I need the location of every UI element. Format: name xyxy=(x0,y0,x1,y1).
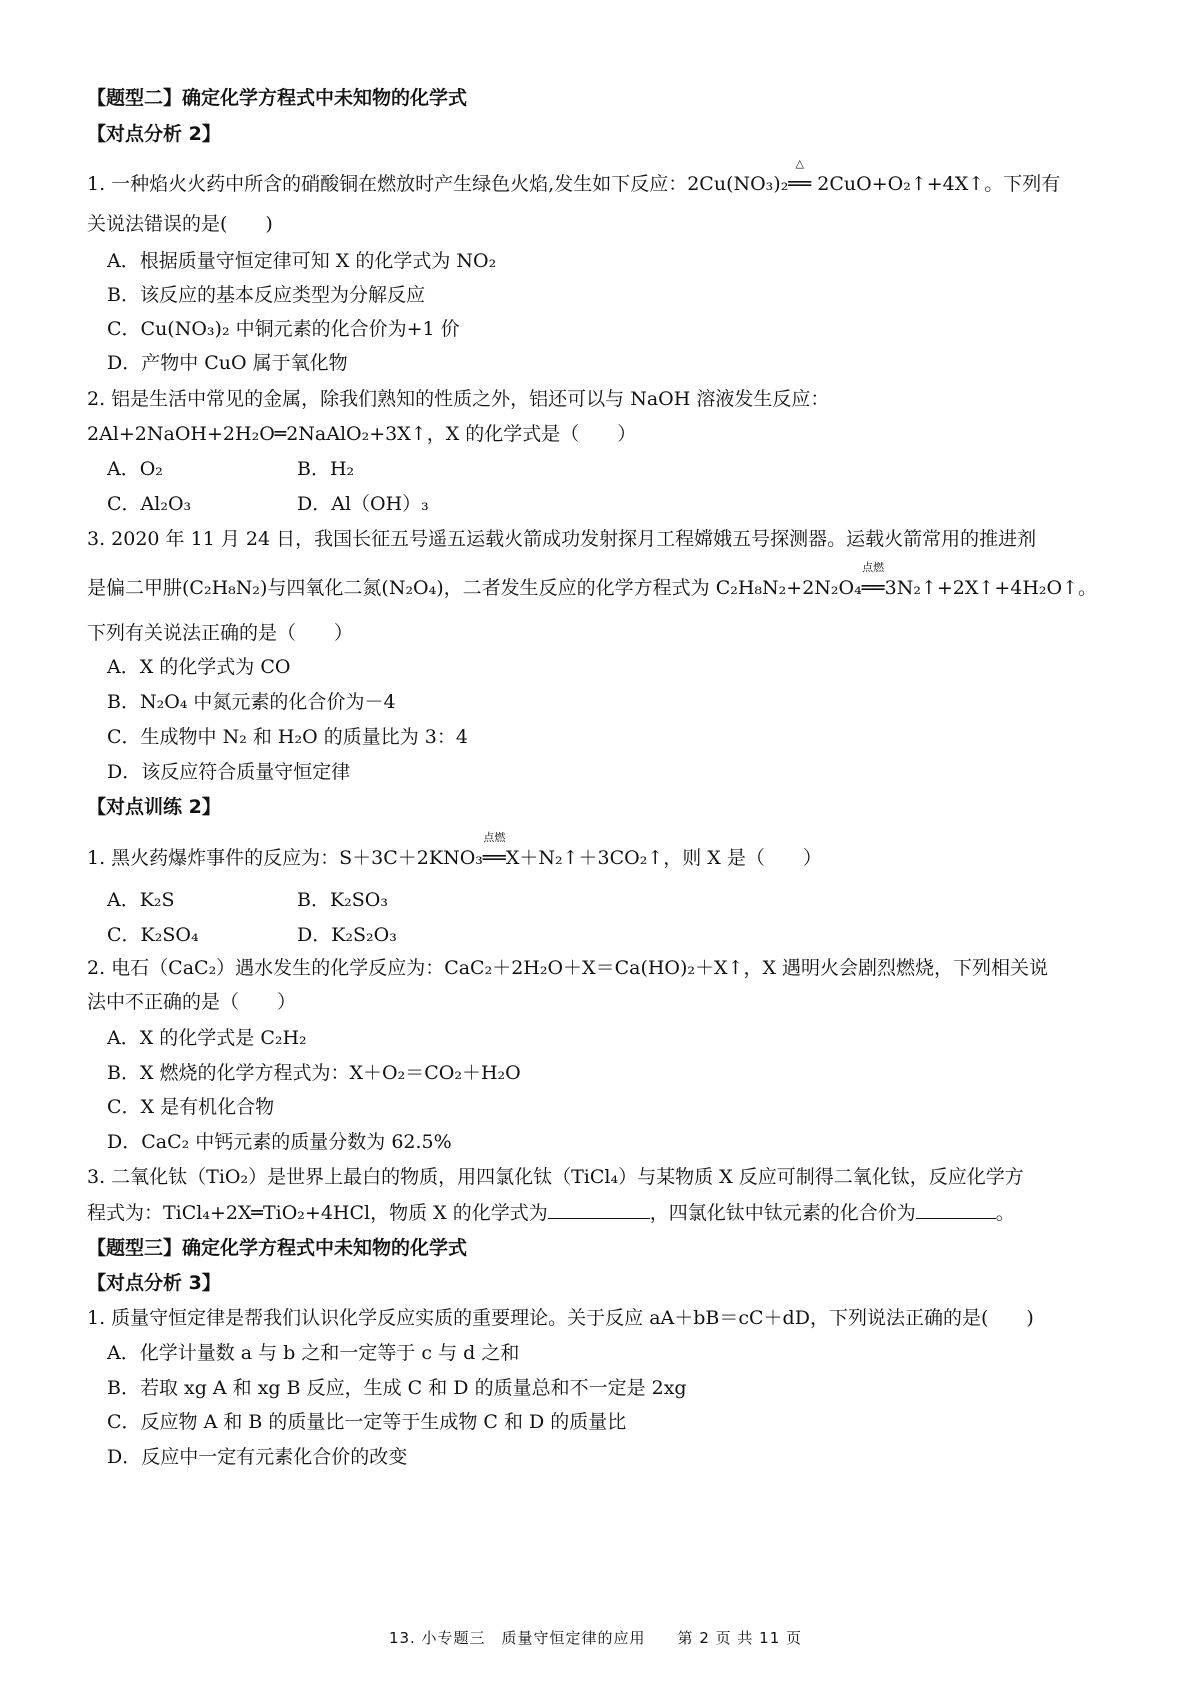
type3-question-1-option-b: B．若取 xg A 和 xg B 反应，生成 C 和 D 的质量总和不一定是 2xg xyxy=(107,1377,687,1399)
question-3-stem-line3: 下列有关说法正确的是（ ） xyxy=(87,622,354,644)
question-2-option-a: A．O₂ xyxy=(107,458,163,480)
question-2-option-b: B．H₂ xyxy=(297,458,355,480)
training-1-stem xyxy=(87,831,822,870)
question-3-stem-part2: 3N₂↑+2X↑+4H₂O↑。 xyxy=(884,577,1098,599)
training-1-option-c: C．K₂SO₄ xyxy=(107,924,199,946)
training-1-options-row2 xyxy=(107,923,397,947)
question-1-stem-line2: 关说法错误的是( ) xyxy=(87,213,273,235)
question-1-option-a: A．根据质量守恒定律可知 X 的化学式为 NO₂ xyxy=(107,250,497,272)
question-3-option-c: C．生成物中 N₂ 和 H₂O 的质量比为 3：4 xyxy=(107,726,468,748)
training-2-option-b: B．X 燃烧的化学方程式为：X＋O₂＝CO₂＋H₂O xyxy=(107,1062,521,1084)
training-1-option-b: B．K₂SO₃ xyxy=(297,889,388,911)
training-2-option-d: D．CaC₂ 中钙元素的质量分数为 62.5% xyxy=(107,1131,452,1153)
training-3-stem-part2: ，四氯化钛中钛元素的化合价为 xyxy=(649,1202,916,1224)
training-2-stem-line2: 法中不正确的是（ ） xyxy=(87,991,297,1013)
question-2-stem: 2. 铝是生活中常见的金属，除我们熟知的性质之外，铝还可以与 NaOH 溶液发生反应： xyxy=(87,388,830,410)
question-3-stem: 3. 2020 年 11 月 24 日，我国长征五号遥五运载火箭成功发射探月工程嫦娥五号探测器。运载火箭常用的推进剂 xyxy=(87,528,1037,550)
training-1-stem-part2: X＋N₂↑＋3CO₂↑，则 X 是（ ） xyxy=(505,847,822,869)
question-2-equation: 2Al+2NaOH+2H₂O═2NaAlO₂+3X↑，X 的化学式是（ ） xyxy=(87,423,637,445)
section-title-type3: 【题型三】确定化学方程式中未知物的化学式 xyxy=(87,1237,468,1259)
question-3-option-b: B．N₂O₄ 中氮元素的化合价为－4 xyxy=(107,691,396,713)
question-2-option-c: C．Al₂O₃ xyxy=(107,493,192,515)
question-1-stem-part1: 1. 一种焰火火药中所含的硝酸铜在燃放时产生绿色火焰,发生如下反应：2Cu(NO₃)₂ xyxy=(87,173,789,195)
question-3-option-a: A．X 的化学式为 CO xyxy=(107,656,291,678)
training-3-stem: 3. 二氧化钛（TiO₂）是世界上最白的物质，用四氯化钛（TiCl₄）与某物质 X 反应可制得二氧化钛，反应化学方 xyxy=(87,1166,1024,1188)
question-1-option-d: D．产物中 CuO 属于氧化物 xyxy=(107,352,348,374)
training-1-options-row1 xyxy=(107,888,388,912)
reaction-condition-ignite: 点燃 ══ xyxy=(861,561,885,599)
type3-question-1-option-d: D．反应中一定有元素化合价的改变 xyxy=(107,1446,408,1468)
question-1-stem-part2: 2CuO+O₂↑+4X↑。下列有 xyxy=(811,173,1061,195)
question-2-options-row2 xyxy=(107,492,429,516)
ignite-label-2: 点燃 xyxy=(483,831,506,844)
section-title-type2: 【题型二】确定化学方程式中未知物的化学式 xyxy=(87,87,468,109)
training-1-option-d: D．K₂S₂O₃ xyxy=(297,924,397,946)
question-3-option-d: D．该反应符合质量守恒定律 xyxy=(107,761,351,783)
type3-question-1-stem: 1. 质量守恒定律是帮我们认识化学反应实质的重要理论。关于反应 aA＋bB＝cC＋dD，下列说法正确的是( ) xyxy=(87,1307,1034,1329)
training-2-option-a: A．X 的化学式是 C₂H₂ xyxy=(107,1027,307,1049)
question-2-options-row1 xyxy=(107,457,355,481)
answer-blank-formula[interactable] xyxy=(548,1200,650,1219)
training-3-stem-part1: 程式为：TiCl₄+2X═TiO₂+4HCl，物质 X 的化学式为 xyxy=(87,1202,548,1224)
question-1-option-b: B．该反应的基本反应类型为分解反应 xyxy=(107,284,425,306)
analysis-heading-2: 【对点分析 2】 xyxy=(87,123,221,145)
reaction-condition-heat: △ ══ xyxy=(788,157,812,195)
training-heading-2: 【对点训练 2】 xyxy=(87,796,221,818)
question-1-option-c: C．Cu(NO₃)₂ 中铜元素的化合价为+1 价 xyxy=(107,318,460,340)
training-3-stem-line2 xyxy=(87,1200,1015,1225)
question-3-stem-line2 xyxy=(87,561,1098,600)
question-1-stem xyxy=(87,157,1061,196)
training-2-stem: 2. 电石（CaC₂）遇水发生的化学反应为：CaC₂＋2H₂O＋X＝Ca(HO)₂＋X↑，X 遇明火会剧烈燃烧，下列相关说 xyxy=(87,957,1049,979)
page-footer: 13. 小专题三 质量守恒定律的应用 第 2 页 共 11 页 xyxy=(388,1629,803,1647)
reaction-condition-ignite-2: 点燃 ══ xyxy=(482,831,506,869)
training-2-option-c: C．X 是有机化合物 xyxy=(107,1096,275,1118)
training-1-option-a: A．K₂S xyxy=(107,889,175,911)
analysis-heading-3: 【对点分析 3】 xyxy=(87,1272,221,1294)
training-3-stem-part3: 。 xyxy=(995,1202,1015,1224)
type3-question-1-option-c: C．反应物 A 和 B 的质量比一定等于生成物 C 和 D 的质量比 xyxy=(107,1411,627,1433)
heat-symbol: △ xyxy=(795,157,805,170)
ignite-label: 点燃 xyxy=(862,561,885,574)
question-3-stem-part1: 是偏二甲肼(C₂H₈N₂)与四氧化二氮(N₂O₄)，二者发生反应的化学方程式为 C₂H₈N₂+2N₂O₄ xyxy=(87,577,862,599)
answer-blank-valence[interactable] xyxy=(916,1200,996,1219)
training-1-stem-part1: 1. 黑火药爆炸事件的反应为：S＋3C＋2KNO₃ xyxy=(87,847,483,869)
type3-question-1-option-a: A．化学计量数 a 与 b 之和一定等于 c 与 d 之和 xyxy=(107,1342,520,1364)
question-2-option-d: D．Al（OH）₃ xyxy=(297,493,429,515)
